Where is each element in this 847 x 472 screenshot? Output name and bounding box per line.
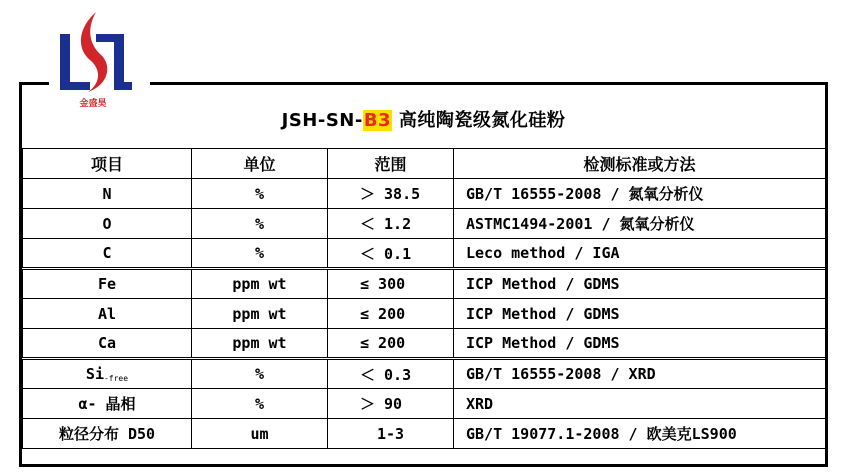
table-header-row [23, 149, 826, 179]
cell-item [23, 359, 192, 389]
header-unit: 单位 [192, 149, 328, 179]
cell-unit: ppm wt [192, 299, 328, 329]
title-grade-highlight: B3 [363, 110, 392, 131]
cell-unit: um [192, 419, 328, 449]
cell-range: ＜ 0.3 [328, 359, 454, 389]
cell-method: GB/T 16555-2008 / XRD [454, 359, 826, 389]
table-row [23, 299, 826, 329]
cell-unit: % [192, 239, 328, 269]
product-title [22, 106, 825, 132]
cell-item-symbol: Si [85, 365, 104, 383]
header-method: 检测标准或方法 [454, 149, 826, 179]
cell-method: XRD [454, 389, 826, 419]
cell-item-subscript: -free [103, 374, 129, 383]
cell-range: ＞ 90 [328, 389, 454, 419]
cell-unit: % [192, 389, 328, 419]
cell-item: Ca [23, 329, 192, 359]
table-row [23, 179, 826, 209]
cell-range: ＞ 38.5 [328, 179, 454, 209]
cell-item: 粒径分布 D50 [23, 419, 192, 449]
cell-range: ≤ 200 [328, 329, 454, 359]
table-row [23, 389, 826, 419]
cell-unit: ppm wt [192, 329, 328, 359]
logo-caption: 金盛昊 [79, 99, 107, 109]
cell-item: O [23, 209, 192, 239]
cell-method: ASTMC1494-2001 / 氮氧分析仪 [454, 209, 826, 239]
cell-item: C [23, 239, 192, 269]
header-item: 项目 [23, 149, 192, 179]
cell-item: N [23, 179, 192, 209]
cell-method: ICP Method / GDMS [454, 299, 826, 329]
table-row [23, 419, 826, 449]
cell-range: ＜ 1.2 [328, 209, 454, 239]
spec-table [22, 148, 826, 449]
cell-method: GB/T 16555-2008 / 氮氧分析仪 [454, 179, 826, 209]
cell-method: GB/T 19077.1-2008 / 欧美克LS900 [454, 419, 826, 449]
cell-range: ＜ 0.1 [328, 239, 454, 269]
table-row [23, 269, 826, 299]
table-row [23, 359, 826, 389]
cell-range: ≤ 200 [328, 299, 454, 329]
title-suffix: 高纯陶瓷级氮化硅粉 [392, 110, 566, 131]
cell-unit: % [192, 209, 328, 239]
spec-sheet [19, 82, 828, 467]
cell-item: α- 晶相 [23, 389, 192, 419]
table-row [23, 209, 826, 239]
cell-unit: % [192, 179, 328, 209]
cell-range: ≤ 300 [328, 269, 454, 299]
cell-method: ICP Method / GDMS [454, 329, 826, 359]
title-prefix: JSH-SN- [281, 110, 363, 131]
cell-method: Leco method / IGA [454, 239, 826, 269]
cell-method: ICP Method / GDMS [454, 269, 826, 299]
table-row [23, 329, 826, 359]
header-range: 范围 [328, 149, 454, 179]
cell-item: Al [23, 299, 192, 329]
table-row [23, 239, 826, 269]
cell-unit: ppm wt [192, 269, 328, 299]
cell-item: Fe [23, 269, 192, 299]
cell-range: 1-3 [328, 419, 454, 449]
cell-unit: % [192, 359, 328, 389]
